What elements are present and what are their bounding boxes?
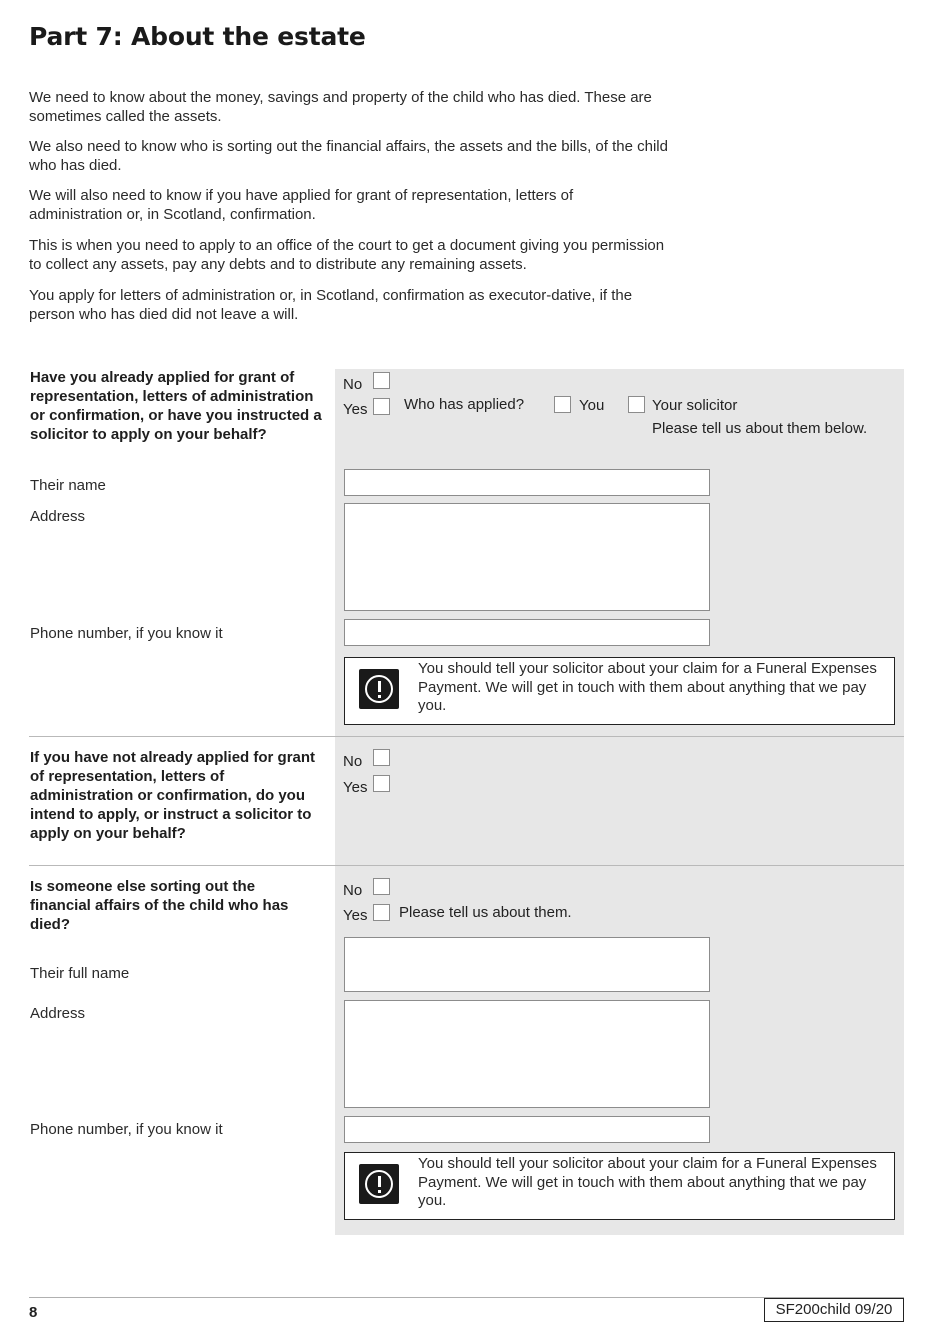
notice-text: You should tell your solicitor about your claim for a Funeral Expenses Payment. We will get in touch with them about anything that we pay you. — [418, 1155, 877, 1209]
solicitor-notice — [344, 1152, 895, 1220]
intro-paragraph: We will also need to know if you have applied for grant of representation, letters of administration or, in Scotland, confirmation. — [29, 187, 574, 223]
address-label: Address — [30, 1005, 86, 1022]
section-divider — [29, 865, 904, 866]
intend-no-checkbox[interactable] — [373, 749, 390, 766]
applied-question: Have you already applied for grant of representation, letters of administration or confirmation, or have you instructed a solicitor to apply on your behalf? — [30, 369, 322, 443]
applied-yes-checkbox[interactable] — [373, 398, 390, 415]
notice-text: You should tell your solicitor about your claim for a Funeral Expenses Payment. We will get in touch with them about anything that we pay you. — [418, 660, 877, 714]
phone-label: Phone number, if you know it — [30, 1121, 223, 1138]
who-applied-label: Who has applied? — [404, 396, 525, 413]
intro-paragraph: You apply for letters of administration or, in Scotland, confirmation as executor-dative, if the person who has died did not leave a will. — [29, 287, 633, 323]
someone-else-yes-checkbox[interactable] — [373, 904, 390, 921]
solicitor-label: Your solicitor — [652, 397, 738, 414]
tell-us-below-text: Please tell us about them below. — [652, 420, 868, 437]
no-label: No — [343, 376, 363, 393]
exclamation-circle-icon — [359, 669, 399, 709]
no-label: No — [343, 882, 363, 899]
intend-apply-question: If you have not already applied for grant of representation, letters of administration or confirmation, do you intend to apply, or instruct a solicitor to apply on your behalf? — [30, 749, 316, 842]
intro-paragraph: This is when you need to apply to an office of the court to get a document giving you permission to collect any assets, pay any debts and to distribute any remaining assets. — [29, 237, 665, 273]
applied-solicitor-checkbox[interactable] — [628, 396, 645, 413]
someone-else-no-checkbox[interactable] — [373, 878, 390, 895]
you-label: You — [579, 397, 605, 414]
tell-us-text: Please tell us about them. — [399, 904, 572, 921]
section-divider — [29, 736, 904, 737]
page-title: Part 7: About the estate — [29, 22, 366, 51]
applied-you-checkbox[interactable] — [554, 396, 571, 413]
exclamation-circle-icon — [359, 1164, 399, 1204]
page-number: 8 — [29, 1304, 38, 1321]
form-reference: SF200child 09/20 — [764, 1298, 904, 1322]
their-name-input[interactable] — [344, 469, 710, 496]
answer-panel-2 — [335, 737, 904, 865]
solicitor-notice — [344, 657, 895, 725]
their-name-label: Their name — [30, 477, 106, 494]
yes-label: Yes — [343, 907, 368, 924]
intend-yes-checkbox[interactable] — [373, 775, 390, 792]
their-full-name-input[interactable] — [344, 937, 710, 992]
address-label: Address — [30, 508, 86, 525]
yes-label: Yes — [343, 779, 368, 796]
intro-paragraph: We need to know about the money, savings and property of the child who has died. These are sometimes called the assets. — [29, 89, 652, 125]
no-label: No — [343, 753, 363, 770]
phone-input[interactable] — [344, 619, 710, 646]
address-input[interactable] — [344, 1000, 710, 1108]
intro-paragraph: We also need to know who is sorting out the financial affairs, the assets and the bills, of the child who has died. — [29, 138, 668, 174]
their-full-name-label: Their full name — [30, 965, 130, 982]
someone-else-question: Is someone else sorting out the financial affairs of the child who has died? — [30, 878, 289, 933]
yes-label: Yes — [343, 401, 368, 418]
applied-no-checkbox[interactable] — [373, 372, 390, 389]
address-input[interactable] — [344, 503, 710, 611]
phone-input[interactable] — [344, 1116, 710, 1143]
phone-label: Phone number, if you know it — [30, 625, 223, 642]
